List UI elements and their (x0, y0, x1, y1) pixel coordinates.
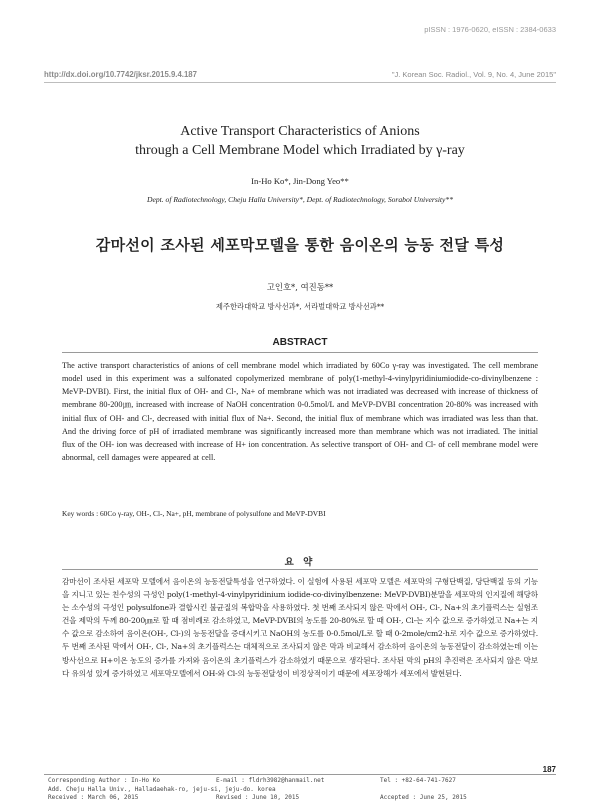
issn-line: pISSN : 1976-0620, eISSN : 2384-0633 (424, 25, 556, 34)
author-address: Add. Cheju Halla Univ., Halladaehak-ro, jeju-si, jeju-do. korea (48, 785, 276, 793)
author-phone: Tel : +82-64-741-7627 (380, 777, 456, 784)
korean-title: 감마선이 조사된 세포막모델을 통한 음이온의 능동 전달 특성 (95, 236, 505, 254)
author-email: E-mail : fldrh3982@hanmail.net (216, 777, 325, 784)
abstract-rule (62, 352, 538, 353)
footer-rule (44, 774, 556, 775)
english-title-line-2: through a Cell Membrane Model which Irradiated by γ-ray (135, 143, 465, 158)
korean-abstract-body: 감마선이 조사된 세포막 모델에서 음이온의 능동전달특성을 연구하였다. 이 실험에 사용된 세포막 모델은 세포막의 구형단백질, 당단백질 등의 기능을 지니고 있는 친수성의 극성인 poly(1-methyl-4-vinylpyridinium iodide-co-divinylbenzene: MeVP-DVBI)분말을 세포막의 인지질에 해당하는 소수성의 극성인 polysulfone과 결합시킨 불균질의 복합막을 사용하였다. 첫 번째 조사되지 않은 막에서 OH-, Cl-, Na+의 초기플럭스는 실험조건을 제막의 두께 80-200㎛로 할 때 점비례로 감소하였고, MeVP-DVBI의 농도를 20-80%로 할 때 OH-, Cl-는 지수 값으로 증가하였고 Na+는 지수 값으로 감소하여 음이온(OH-, Cl-)의 능동전달을 증대시키고 NaOH의 농도를 0-0.5mol/L로 할 때 0-2mole/cm2·h로 지수 값으로 증가하였다. 두 번째 조사된 막에서 OH-, Cl-, Na+의 초기플럭스는 대체적으로 조사되지 않은 막과 비교해서 감소하여 음이온의 능동전달이 감소하였는데 이는 방사선으로 H+이온 농도의 증가를 가져와 음이온의 초기플럭스가 감소하였기 때문으로 생각된다. 조사된 막의 pH의 추진력은 조사되지 않은 막보다 유의성 있게 증가하였고 세포막모델에서 OH-와 Cl-의 능동전달성이 비정상적이기 때문에 세포장해가 세포에서 발현된다. (62, 577, 538, 678)
header-rule (44, 82, 556, 83)
doi-link[interactable]: http://dx.doi.org/10.7742/jksr.2015.9.4.187 (44, 70, 197, 79)
page-number: 187 (542, 765, 556, 774)
korean-abstract-rule (62, 569, 538, 570)
received-date: Received : March 06, 2015 (48, 794, 139, 802)
accepted-date: Accepted : June 25, 2015 (380, 794, 467, 802)
english-authors: In-Ho Ko*, Jin-Dong Yeo** (251, 176, 349, 186)
revised-date: Revised : June 10, 2015 (216, 794, 300, 802)
korean-abstract-heading: 요 약 (284, 557, 316, 568)
korean-affiliation: 제주한라대학교 방사선과*, 서라벌대학교 방사선과** (215, 302, 385, 311)
footer-row-contact (48, 777, 556, 786)
footer (48, 777, 556, 803)
corresponding-author: Corresponding Author : In-Ho Ko (48, 777, 160, 784)
footer-row-address (48, 786, 556, 795)
english-title-line-1: Active Transport Characteristics of Anions (180, 124, 420, 139)
english-title (0, 122, 600, 160)
keywords: Key words : 60Co γ-ray, OH-, Cl-, Na+, pH, membrane of polysulfone and MeVP-DVBI (62, 509, 326, 518)
footer-row-dates (48, 794, 556, 803)
korean-authors: 고인호*, 여진동** (266, 282, 334, 292)
abstract-body: The active transport characteristics of anions of cell membrane model which irradiated by 60Co γ-ray was investigated. The cell membrane model used in this experiment was a sulfonated copolymerized membrane of poly(1-methyl-4-vinylpyridiniumiodide-co-divinylbenzene : MeVP-DVBI). First, the initial flux of OH- and Cl-, Na+ of membrane which was not irradiated was decreased with increase of thickness of membrane 80-200㎛, increased with increase of NaOH concentration 0-0.5mol/L and MeVP-DVBI concentration 20-80% was increased with initial flux of OH- and Cl-, decreased with initial flux of Na+. Second, the initial flux of membrane which was irradiated was less than that. And the driving force of pH of irradiated membrane was significantly increased more than membrane which was not irradiated. The initial flux of the OH- ion was decreased with increase of H+ ion concentration. As selective transport of OH- and Cl- of cell membrane model were abnormal, cell damages were appeared at cell. (62, 361, 538, 463)
journal-citation: "J. Korean Soc. Radiol., Vol. 9, No. 4, June 2015" (391, 70, 556, 79)
abstract-heading: ABSTRACT (272, 337, 328, 348)
english-affiliation: Dept. of Radiotechnology, Cheju Halla University*, Dept. of Radiotechnology, Sorabol University** (146, 195, 454, 204)
